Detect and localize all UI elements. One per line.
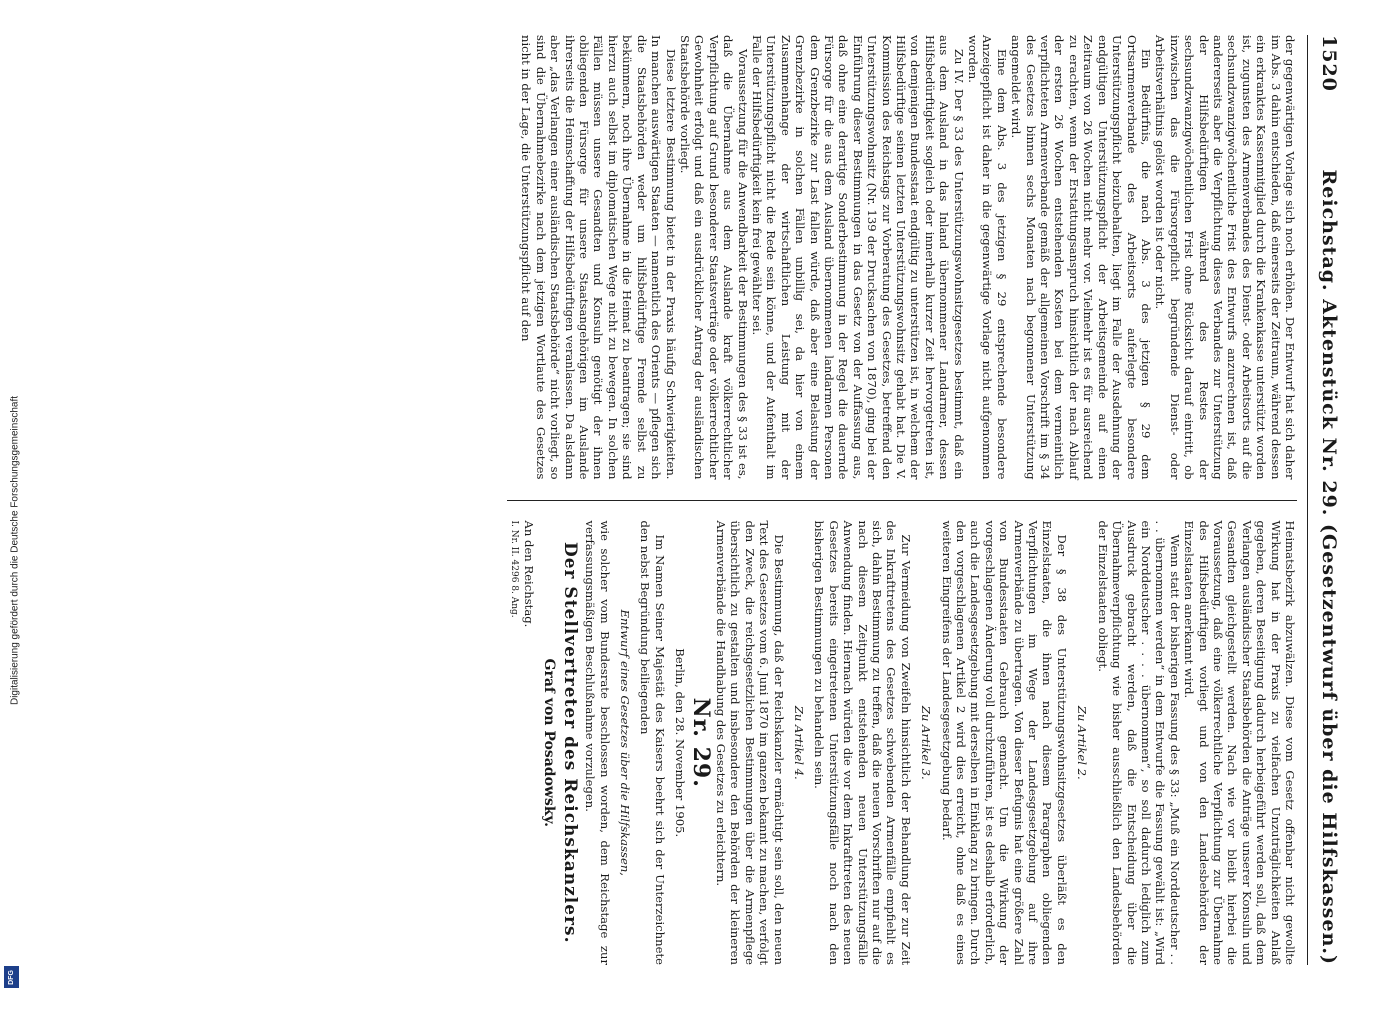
dfg-logo-text: DFG [8, 969, 15, 985]
section-heading: Zu Artikel 2. [1075, 705, 1090, 780]
digitization-sidebar [0, 0, 28, 1000]
paragraph: Die Bestimmung, daß der Reichskanzler ermächtigt sein soll, den neuen Text des Gesetzes vom 6. Juni 1870 im ganzen bekannt zu machen, verfolgt den Zweck, die reichsgesetzlichen Bestimmungen über die Armenpflege übersichtlich zu gestalten und insbesondere den Behörden der kleineren Armenverbände die Handhabung des Gesetzes zu erleichtern. [713, 520, 786, 965]
paragraph: Diese letztere Bestimmung bietet in der Praxis häufig Schwierigkeiten. In manchen auswärtigen Staaten — namentlich des Orients — pflegen sich die Staatsbehörden weder um hilfsbedürftige Fremde selbst zu bekümmern, noch ihre Übernahme in die Heimat zu beantragen; sie sind hierzu auch selbst im diplomatischen Wege nicht zu bewegen. In solchen Fällen müssen unsere Gesandten und Konsuln genötigt der ihnen obliegenden Fürsorge für unsere Staatsangehörigen im Auslande ihrerseits die Heimschaffung der Hilfsbedürftigen veranlassen. Da alsdann aber „das Verlangen einer ausländischen Staatsbehörde“ nicht vorliegt, so sind die Übernahmebezirke nach dem jetzigen Wortlaute des Gesetzes nicht in der Lage, die Unterstützungspflicht auf den [519, 35, 678, 480]
right-column [507, 521, 1297, 966]
paragraph: Im Namen Seiner Majestät des Kaisers beehrt sich der Unterzeichnete den nebst Begründung beiliegenden [638, 520, 667, 965]
signature-name: Graf von Posadowsky. [541, 658, 558, 827]
paragraph: wie solcher vom Bundesrate beschlossen worden, dem Reichstage zur verfassungsmäßigen Beschlußnahme vorzulegen. [583, 520, 612, 965]
reference-number: I. Nr. II. 4296 8. Ang. [509, 520, 520, 618]
signature-title: Der Stellvertreter des Reichskanzlers. [559, 541, 580, 944]
document-number: Nr. 29. [687, 697, 714, 788]
section-heading: Zu Artikel 3. [919, 705, 934, 780]
section-heading: Zu Artikel 4. [792, 705, 806, 780]
place-date: Berlin, den 28. November 1905. [673, 648, 688, 838]
left-column [507, 35, 1297, 480]
addressee: An den Reichstag. [521, 520, 536, 628]
digitization-credit: Digitalisierung gefördert durch die Deutsche Forschungsgemeinschaft [9, 395, 21, 706]
rotated-page-content [50, 35, 1340, 965]
paragraph: Wenn statt der bisherigen Fassung des § 33: „Muß ein Norddeutscher . . . . übernommen werden“ in dem Entwurfe die Fassung gewählt ist: „Wird ein Norddeutscher . . . . übernommen“, so soll dadurch lediglich zum Ausdruck gebracht werden, daß die Entscheidung über die Übernahmeverpflichtung wie bisher ausschließlich den Landesbehörden der Einzelstaaten obliegt. [1095, 520, 1182, 965]
paragraph: Ein Bedürfnis, die nach Abs. 3 des jetzigen § 29 dem Ortsarmenverbande des Arbeitsorts auferlegte besondere Unterstützungspflicht beizubehalten, liegt im Falle der Ausdehnung der endgültigen Unterstützungspflicht der Arbeitsgemeinde auf einen Zeitraum von 26 Wochen nicht mehr vor. Vielmehr ist es für ausreichend zu erachten, wenn der Erstattungsanspruch hinsichtlich der nach Ablauf der ersten 26 Wochen entstehenden Kosten bei dem vermeintlich verpflichteten Armenverbande gemäß der allgemeinen Vorschrift im § 34 des Gesetzes binnen sechs Monaten nach begonnener Unterstützung angemeldet wird. [1009, 35, 1153, 480]
paragraph: Voraussetzung für die Anwendbarkeit der Bestimmungen des § 33 ist es, daß die Übernahme aus dem Auslande kraft völkerrechtlicher Verpflichtung auf Grund besonderer Staatsverträge oder völkerrechtlicher Gewohnheit erfolgt und daß ein ausdrücklicher Antrag der ausländischen Staatsbehörde vorliegt. [677, 35, 750, 480]
paragraph: Der § 38 des Unterstützungswohnsitzgesetzes überläßt es den Einzelstaaten, die ihnen nach diesem Paragraphen obliegenden Verpflichtungen im Wege der Landesgesetzgebung auf ihre Armenverbände zu übertragen. Von dieser Befugnis hat eine größere Zahl von Bundesstaaten Gebrauch gemacht. Um die Wirkung der vorgeschlagenen Änderung voll durchzuführen, ist es deshalb erforderlich, auch die Landesgesetzgebung mit derselben in Einklang zu bringen. Durch den vorgeschlagenen Artikel 2 wird dies erreicht, ohne daß es eines weiteren Eingreifens der Landesgesetzgebung bedarf. [939, 520, 1069, 965]
paragraph: Zur Vermeidung von Zweifeln hinsichtlich der Behandlung der zur Zeit des Inkrafttretens des Gesetzes schwebenden Armenfälle empfiehlt es sich, dahin Bestimmung zu treffen, daß die neuen Vorschriften nur auf die nach diesem Zeitpunkt entstehenden neuen Unterstützungsfälle Anwendung finden. Hiernach würden die vor dem Inkrafttreten des neuen Gesetzes bereits eingetretenen Unterstützungsfälle noch nach den bisherigen Bestimmungen zu behandeln sein. [812, 520, 913, 965]
paragraph: Zu IV. Der § 33 des Unterstützungswohnsitzgesetzes bestimmt, daß ein aus dem Ausland in das Inland übernommener Landarmer, dessen Hilfsbedürftigkeit sogleich oder innerhalb kurzer Zeit hervorgetreten ist, von demjenigen Bundesstaat endgültig zu unterstützen ist, in welchem der Hilfsbedürftige seinen letzten Unterstützungswohnsitz gehabt hat. Die V. Kommission des Reichstags zur Vorberatung des Gesetzes, betreffend den Unterstützungswohnsitz (Nr. 139 der Drucksachen von 1870), ging bei der Einführung dieser Bestimmungen in das Gesetz von der Auffassung aus, daß ohne eine derartige Sonderbestimmung in der Regel die dauernde Fürsorge für die aus dem Ausland übernommenen landarmen Personen dem Grenzbezirke zur Last fallen würde, daß aber eine Belastung der Grenzbezirke in solchen Fällen unbillig sei, da hier von einem Zusammenhange der wirtschaftlichen Leistung mit der Unterstützungspflicht nicht die Rede sein könne, und der Aufenthalt im Falle der Hilfsbedürftigkeit kein frei gewählter sei. [749, 35, 966, 480]
page-header [1307, 35, 1340, 965]
paragraph: der gegenwärtigen Vorlage sich noch erhöhen. Der Entwurf hat sich daher im Abs. 3 dahin entschieden, daß einerseits der Zeitraum, während dessen ein erkranktes Kassenmitglied durch die Krankenkasse unterstützt worden ist, zugunsten des Armenverbandes des Dienst- oder Arbeitsorts auf die sechsundzwanzigwöchentliche Frist des Entwurfs anzurechnen ist, daß andererseits aber die Verpflichtung dieses Verbandes zur Unterstützung der Hilfsbedürftigen während des Restes der sechsundzwanzigwöchentlichen Frist ohne Rücksicht darauf eintritt, ob inzwischen das die Fürsorgepflicht begründende Dienst- oder Arbeitsverhältnis gelöst worden ist oder nicht. [1153, 35, 1297, 480]
column-divider [507, 500, 1297, 501]
running-title: Reichstag. Aktenstück Nr. 29. (Gesetzentwurf über die Hilfskassen.) [1318, 169, 1340, 965]
document-page [50, 35, 1340, 965]
dfg-logo [4, 966, 19, 988]
bill-title: Entwurf eines Gesetzes über die Hilfskassen, [617, 609, 632, 876]
paragraph: Eine dem Abs. 3 des jetzigen § 29 entsprechende besondere Anzeigepflicht ist daher in die gegenwärtige Vorlage nicht aufgenommen worden. [966, 35, 1009, 480]
text-columns [507, 35, 1297, 965]
paragraph: Heimatsbezirk abzuwälzen. Diese vom Gesetz offenbar nicht gewollte Wirkung hat in der Praxis zu vielfachen Unzuträglichkeiten Anlaß gegeben, deren Beseitigung dadurch herbeigeführt werden soll, daß dem Verlangen ausländischer Staatsbehörden die Anträge unserer Konsuln und Gesandten gleichgestellt werden. Nach wie vor bleibt hierbei die Voraussetzung, daß eine völkerrechtliche Verpflichtung zur Übernahme des Hilfsbedürftigen vorliegt und von den Landesbehörden der Einzelstaaten anerkannt wird. [1182, 520, 1297, 965]
page-number: 1520 [1318, 35, 1340, 92]
